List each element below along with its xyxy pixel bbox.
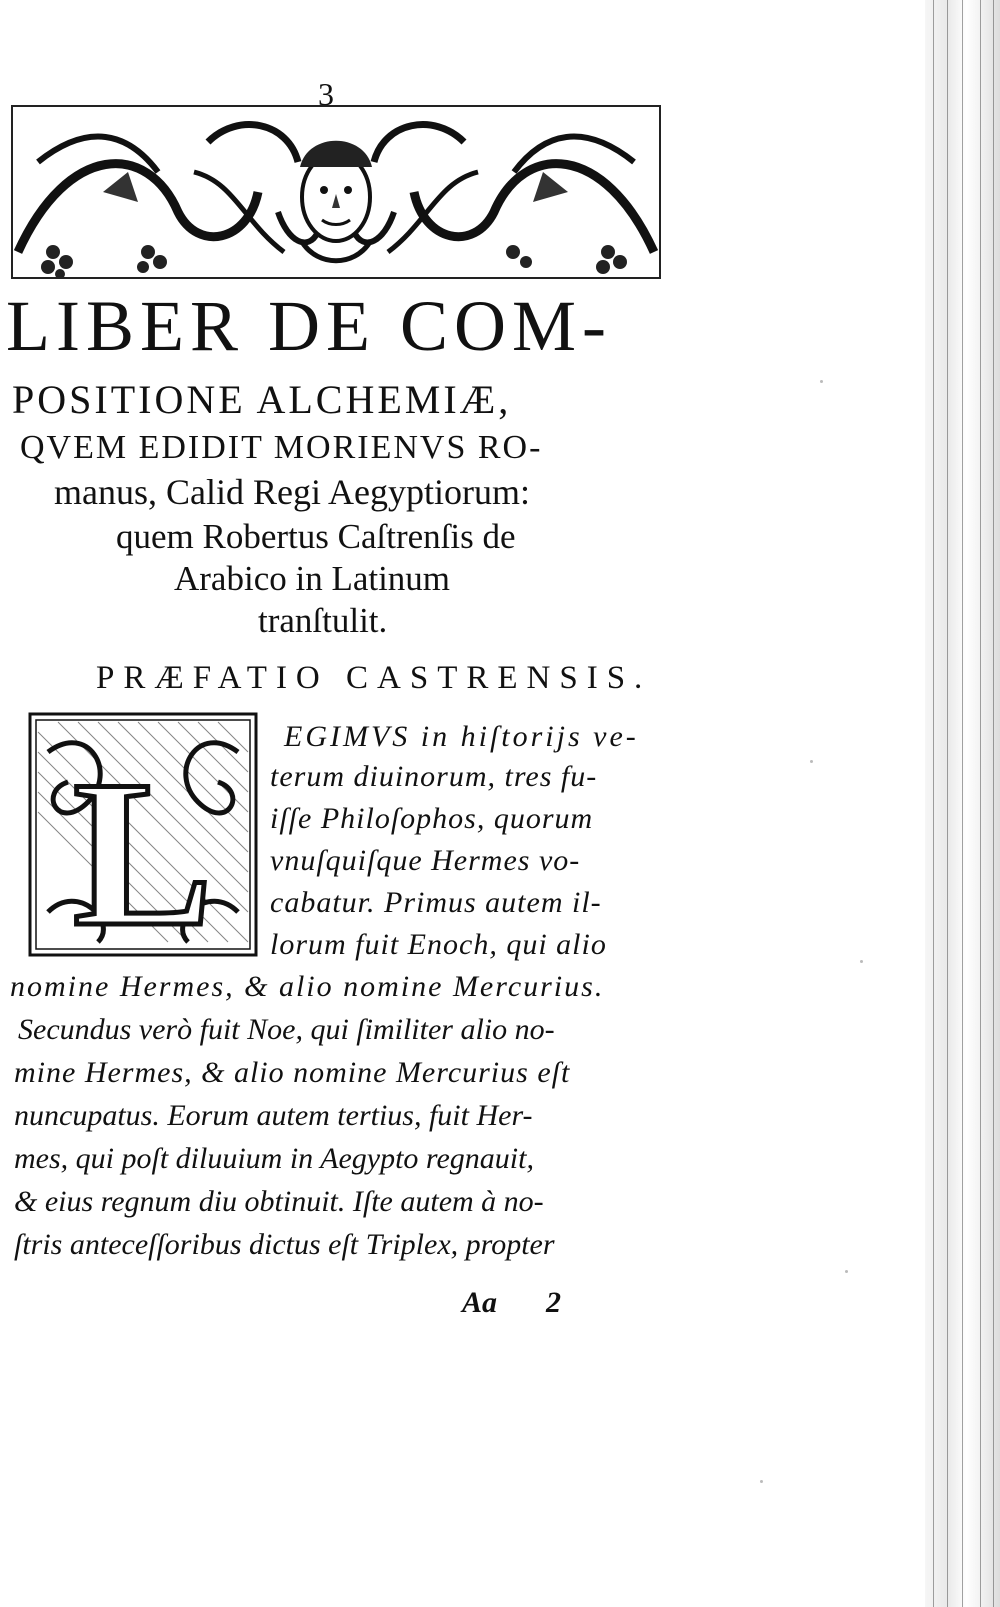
title-line: Arabico in Latinum bbox=[174, 559, 451, 598]
body-line: nomine Hermes, & alio nomine Mercurius. bbox=[10, 970, 605, 1003]
body-line: Secundus verò fuit Noe, qui ſimiliter alio no- bbox=[18, 1013, 555, 1046]
edge-line bbox=[993, 0, 994, 1607]
body-line: iſſe Philoſophos, quorum bbox=[270, 802, 594, 835]
title-line: POSITIONE ALCHEMIÆ, bbox=[12, 377, 512, 422]
book-page-edge bbox=[925, 0, 1000, 1607]
title-block bbox=[0, 286, 690, 641]
body-line: mes, qui poſt diluuium in Aegypto regnauit, bbox=[14, 1142, 534, 1175]
signature-mark: 2 bbox=[546, 1286, 561, 1319]
edge-line bbox=[980, 0, 981, 1607]
body-line: & eius regnum diu obtinuit. Iſte autem à no- bbox=[14, 1185, 544, 1218]
body-line: lorum fuit Enoch, qui alio bbox=[270, 928, 607, 961]
body-line: EGIMVS in hiſtorijs ve- bbox=[284, 720, 639, 753]
edge-line bbox=[962, 0, 963, 1607]
decorated-initial bbox=[28, 712, 258, 957]
catchword: Aa bbox=[462, 1286, 498, 1319]
ink-speck bbox=[810, 760, 813, 763]
body-line: mine Hermes, & alio nomine Mercurius eſt bbox=[14, 1056, 571, 1089]
title-line: quem Robertus Caſtrenſis de bbox=[116, 517, 516, 556]
ink-speck bbox=[845, 1270, 848, 1273]
title-line: LIBER DE COM- bbox=[6, 286, 612, 366]
edge-line bbox=[933, 0, 934, 1607]
body-line: vnuſquiſque Hermes vo- bbox=[270, 844, 581, 877]
ornamental-headpiece bbox=[8, 102, 664, 282]
ink-speck bbox=[760, 1480, 763, 1483]
title-line: manus, Calid Regi Aegyptiorum: bbox=[54, 472, 530, 512]
drop-cap-letter: L bbox=[72, 738, 214, 957]
body-line: ſtris anteceſſoribus dictus eſt Triplex, propter bbox=[14, 1228, 555, 1261]
preface-heading: PRÆFATIO CASTRENSIS. bbox=[96, 660, 652, 696]
title-line: tranſtulit. bbox=[258, 601, 388, 640]
body-line: cabatur. Primus autem il- bbox=[270, 886, 602, 919]
ink-speck bbox=[820, 380, 823, 383]
title-line: QVEM EDIDIT MORIENVS RO- bbox=[20, 429, 543, 466]
edge-line bbox=[947, 0, 948, 1607]
body-line: nuncupatus. Eorum autem tertius, fuit Her- bbox=[14, 1099, 533, 1132]
body-line: terum diuinorum, tres fu- bbox=[270, 760, 598, 793]
ink-speck bbox=[860, 960, 863, 963]
page-number: 3 bbox=[318, 76, 334, 112]
